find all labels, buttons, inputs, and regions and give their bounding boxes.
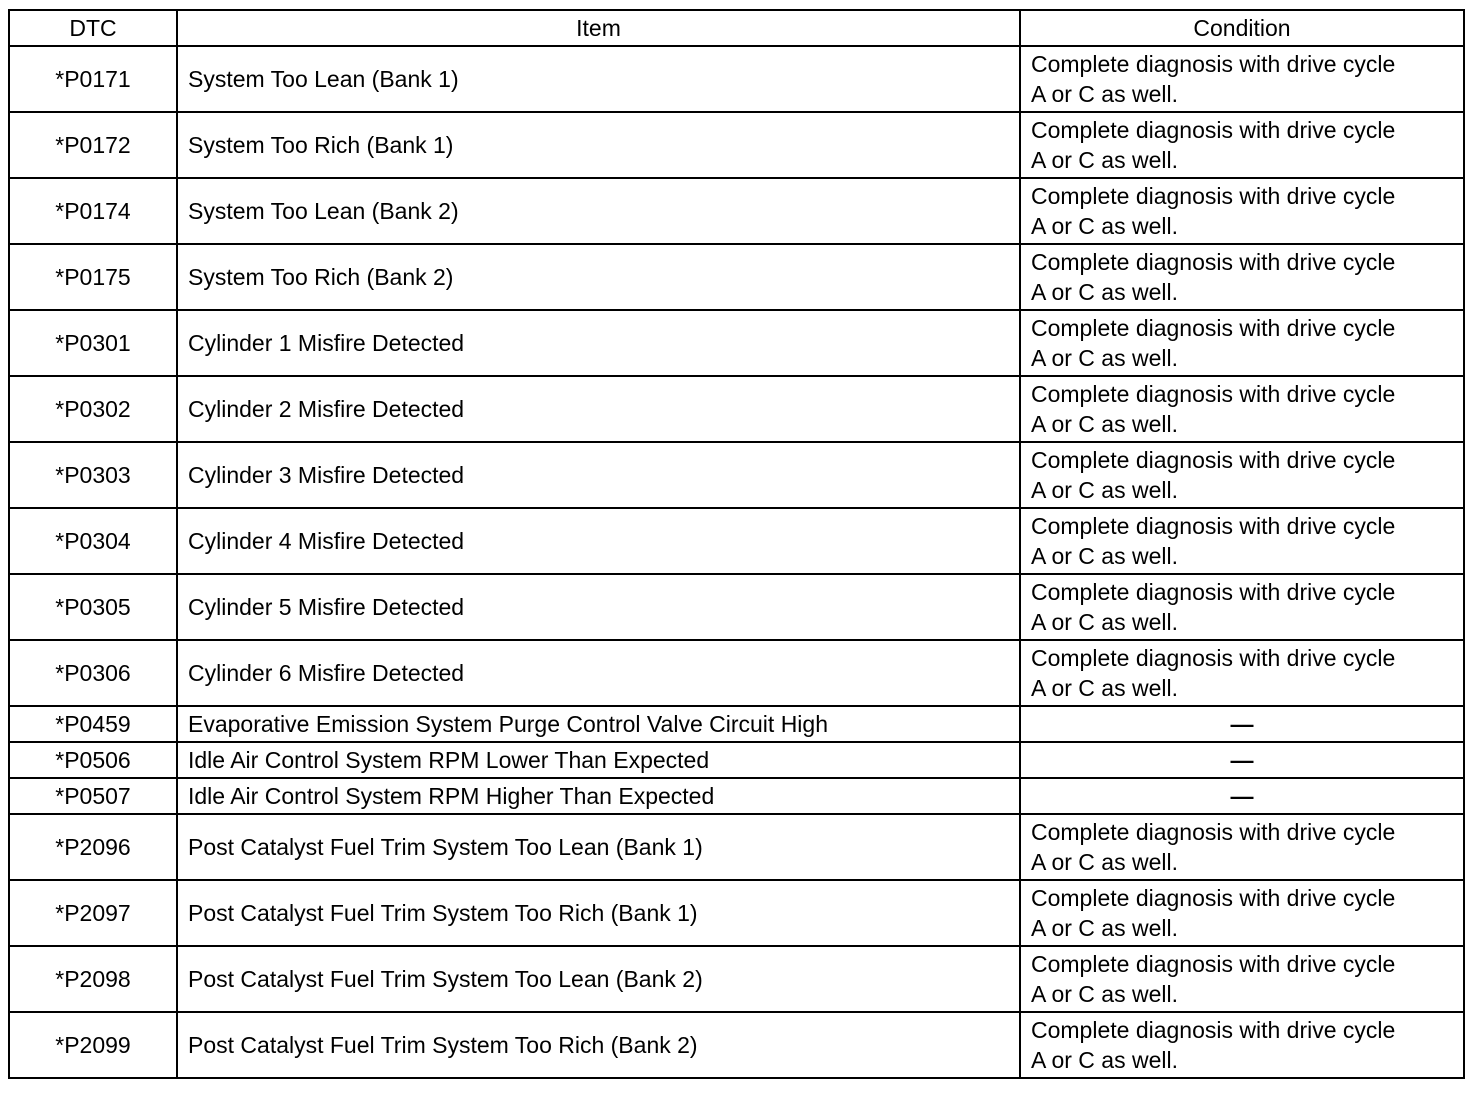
condition-cell (1020, 1012, 1464, 1078)
table-row (9, 574, 1464, 640)
dtc-code-cell: *P0171 (9, 46, 177, 112)
condition-line: A or C as well. (1031, 849, 1178, 875)
item-description-cell: Cylinder 3 Misfire Detected (177, 442, 1020, 508)
item-description-cell: Post Catalyst Fuel Trim System Too Lean (Bank 1) (177, 814, 1020, 880)
condition-cell (1020, 778, 1464, 814)
condition-cell (1020, 310, 1464, 376)
condition-line: Complete diagnosis with drive cycle (1031, 645, 1396, 671)
condition-line: Complete diagnosis with drive cycle (1031, 183, 1396, 209)
condition-line: Complete diagnosis with drive cycle (1031, 951, 1396, 977)
item-description-cell: Evaporative Emission System Purge Control Valve Circuit High (177, 706, 1020, 742)
dtc-code-cell: *P0506 (9, 742, 177, 778)
table-row (9, 46, 1464, 112)
condition-line: A or C as well. (1031, 147, 1178, 173)
table-row (9, 376, 1464, 442)
table-row (9, 178, 1464, 244)
table-row (9, 640, 1464, 706)
table-row (9, 880, 1464, 946)
item-description-cell: Idle Air Control System RPM Lower Than Expected (177, 742, 1020, 778)
item-description-cell: Post Catalyst Fuel Trim System Too Lean (Bank 2) (177, 946, 1020, 1012)
condition-cell (1020, 112, 1464, 178)
condition-line: Complete diagnosis with drive cycle (1031, 117, 1396, 143)
condition-line: Complete diagnosis with drive cycle (1031, 513, 1396, 539)
condition-line: A or C as well. (1031, 1047, 1178, 1073)
header-dtc: DTC (9, 10, 177, 46)
item-description-cell: Cylinder 4 Misfire Detected (177, 508, 1020, 574)
item-description-cell: System Too Rich (Bank 2) (177, 244, 1020, 310)
dtc-code-cell: *P0172 (9, 112, 177, 178)
table-body (9, 46, 1464, 1078)
condition-cell (1020, 742, 1464, 778)
condition-line: A or C as well. (1031, 411, 1178, 437)
condition-cell (1020, 442, 1464, 508)
condition-line: A or C as well. (1031, 213, 1178, 239)
dtc-code-cell: *P2097 (9, 880, 177, 946)
item-description-cell: Cylinder 6 Misfire Detected (177, 640, 1020, 706)
condition-cell (1020, 880, 1464, 946)
table-row (9, 946, 1464, 1012)
condition-cell (1020, 46, 1464, 112)
dtc-code-cell: *P0301 (9, 310, 177, 376)
condition-line: Complete diagnosis with drive cycle (1031, 447, 1396, 473)
table-row (9, 508, 1464, 574)
condition-line: A or C as well. (1031, 81, 1178, 107)
item-description-cell: Cylinder 1 Misfire Detected (177, 310, 1020, 376)
item-description-cell: Post Catalyst Fuel Trim System Too Rich (Bank 1) (177, 880, 1020, 946)
item-description-cell: Cylinder 5 Misfire Detected (177, 574, 1020, 640)
condition-line: A or C as well. (1031, 345, 1178, 371)
condition-cell (1020, 376, 1464, 442)
item-description-cell: System Too Lean (Bank 1) (177, 46, 1020, 112)
dtc-code-cell: *P2099 (9, 1012, 177, 1078)
condition-line: Complete diagnosis with drive cycle (1031, 819, 1396, 845)
dtc-code-cell: *P0305 (9, 574, 177, 640)
condition-line: A or C as well. (1031, 543, 1178, 569)
item-description-cell: Post Catalyst Fuel Trim System Too Rich (Bank 2) (177, 1012, 1020, 1078)
condition-line: A or C as well. (1031, 609, 1178, 635)
dtc-code-cell: *P0175 (9, 244, 177, 310)
condition-line: Complete diagnosis with drive cycle (1031, 381, 1396, 407)
condition-line: A or C as well. (1031, 675, 1178, 701)
table-row (9, 1012, 1464, 1078)
dtc-code-cell: *P0507 (9, 778, 177, 814)
condition-line: Complete diagnosis with drive cycle (1031, 579, 1396, 605)
condition-cell (1020, 178, 1464, 244)
condition-cell (1020, 946, 1464, 1012)
condition-line: A or C as well. (1031, 915, 1178, 941)
condition-line: Complete diagnosis with drive cycle (1031, 1017, 1396, 1043)
table-row (9, 778, 1464, 814)
table-header-row (9, 10, 1464, 46)
table-row (9, 244, 1464, 310)
condition-line: — (1230, 711, 1254, 737)
dtc-code-cell: *P0302 (9, 376, 177, 442)
dtc-code-cell: *P0174 (9, 178, 177, 244)
dtc-code-cell: *P0303 (9, 442, 177, 508)
condition-line: — (1230, 747, 1254, 773)
condition-cell (1020, 640, 1464, 706)
condition-cell (1020, 814, 1464, 880)
condition-cell (1020, 574, 1464, 640)
dtc-code-cell: *P0304 (9, 508, 177, 574)
condition-line: Complete diagnosis with drive cycle (1031, 885, 1396, 911)
item-description-cell: System Too Lean (Bank 2) (177, 178, 1020, 244)
condition-line: — (1230, 783, 1254, 809)
item-description-cell: System Too Rich (Bank 1) (177, 112, 1020, 178)
dtc-code-cell: *P0459 (9, 706, 177, 742)
dtc-code-cell: *P2098 (9, 946, 177, 1012)
condition-line: Complete diagnosis with drive cycle (1031, 315, 1396, 341)
item-description-cell: Idle Air Control System RPM Higher Than Expected (177, 778, 1020, 814)
dtc-code-cell: *P2096 (9, 814, 177, 880)
dtc-code-cell: *P0306 (9, 640, 177, 706)
condition-line: Complete diagnosis with drive cycle (1031, 51, 1396, 77)
header-condition: Condition (1020, 10, 1464, 46)
table-row (9, 310, 1464, 376)
table-row (9, 442, 1464, 508)
table-row (9, 814, 1464, 880)
table-row (9, 742, 1464, 778)
header-item: Item (177, 10, 1020, 46)
condition-line: A or C as well. (1031, 981, 1178, 1007)
item-description-cell: Cylinder 2 Misfire Detected (177, 376, 1020, 442)
dtc-table (8, 9, 1465, 1079)
condition-line: A or C as well. (1031, 279, 1178, 305)
condition-cell (1020, 244, 1464, 310)
condition-line: A or C as well. (1031, 477, 1178, 503)
condition-line: Complete diagnosis with drive cycle (1031, 249, 1396, 275)
table-row (9, 706, 1464, 742)
condition-cell (1020, 706, 1464, 742)
table-row (9, 112, 1464, 178)
condition-cell (1020, 508, 1464, 574)
